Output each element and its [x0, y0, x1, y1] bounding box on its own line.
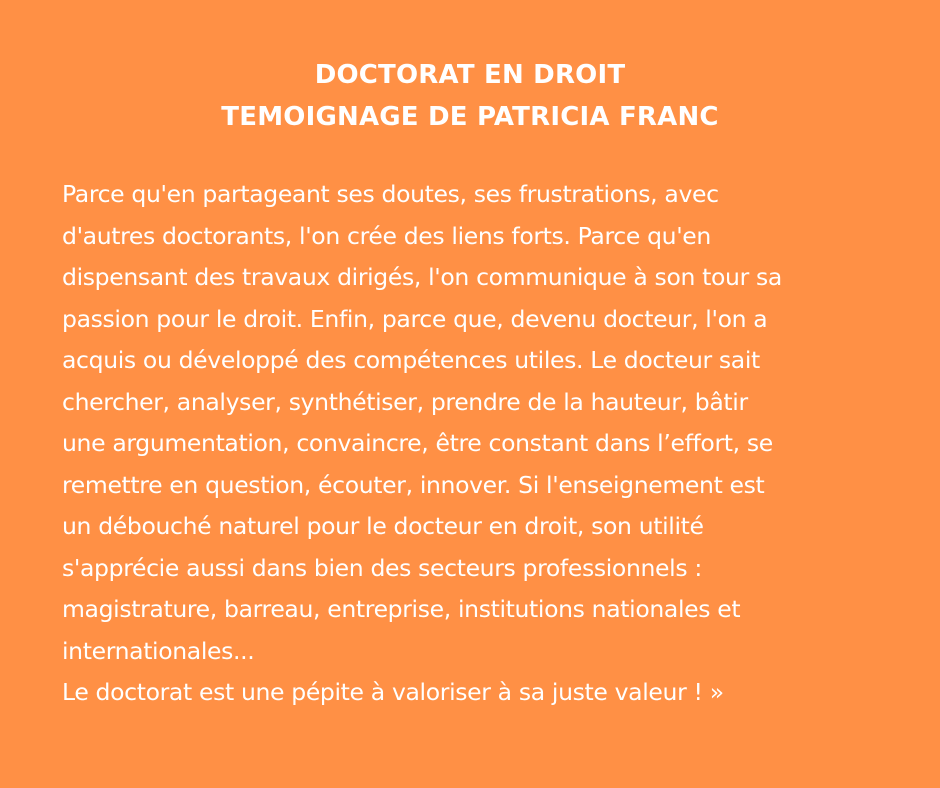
testimonial-line: internationales... — [62, 636, 255, 665]
title-line-1: DOCTORAT EN DROIT — [314, 60, 626, 90]
testimonial-line: dispensant des travaux dirigés, l'on communique à son tour sa — [62, 263, 782, 291]
testimonial-line: chercher, analyser, synthétiser, prendre de la hauteur, bâtir — [62, 387, 748, 416]
testimonial-line: s'apprécie aussi dans bien des secteurs professionnels : — [62, 553, 702, 582]
testimonial-line: d'autres doctorants, l'on crée des liens forts. Parce qu'en — [62, 221, 711, 250]
testimonial-line: remettre en question, écouter, innover. Si l'enseignement est — [62, 470, 765, 499]
testimonial-line: magistrature, barreau, entreprise, institutions nationales et — [62, 595, 741, 623]
testimonial-line: Parce qu'en partageant ses doutes, ses frustrations, avec — [62, 180, 719, 208]
testimonial-line: passion pour le droit. Enfin, parce que, devenu docteur, l'on a — [62, 304, 768, 333]
testimonial-title — [0, 54, 940, 138]
title-line-2: TEMOIGNAGE DE PATRICIA FRANC — [221, 102, 719, 132]
testimonial-closing-line: Le doctorat est une pépite à valoriser à sa juste valeur ! » — [62, 678, 724, 706]
testimonial-line: acquis ou développé des compétences utiles. Le docteur sait — [62, 346, 760, 374]
testimonial-text — [62, 174, 902, 714]
testimonial-line: un débouché naturel pour le docteur en droit, son utilité — [62, 512, 704, 540]
testimonial-line: une argumentation, convaincre, être constant dans l’effort, se — [62, 429, 773, 457]
